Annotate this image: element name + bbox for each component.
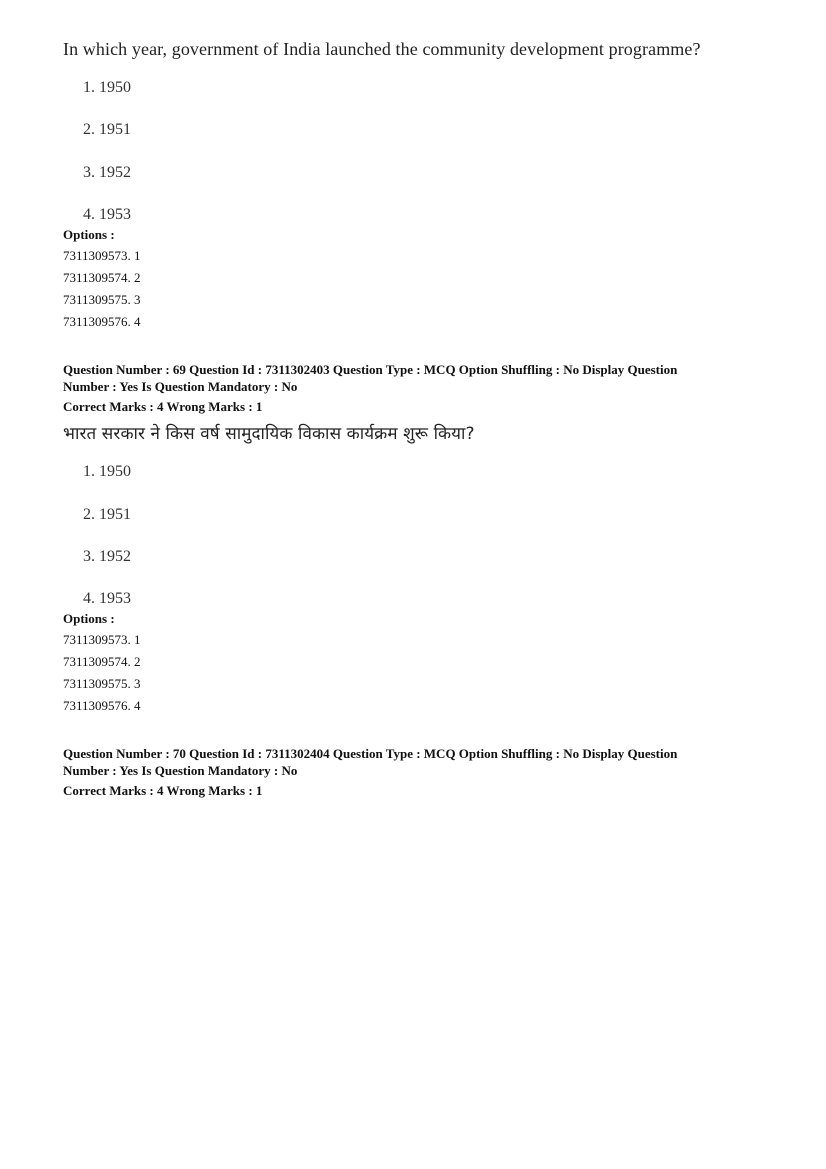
- answer-choice: 3. 1952: [83, 164, 131, 181]
- option-id: 7311309573. 1: [63, 248, 141, 263]
- option-id: 7311309574. 2: [63, 270, 141, 285]
- answer-choice: 1. 1950: [83, 463, 131, 480]
- option-id: 7311309576. 4: [63, 698, 141, 713]
- question-meta-line2: Number : Yes Is Question Mandatory : No: [63, 379, 298, 394]
- question-marks: Correct Marks : 4 Wrong Marks : 1: [63, 783, 263, 798]
- option-id: 7311309575. 3: [63, 292, 141, 307]
- question-text-english: In which year, government of India launched the community development programme?: [63, 39, 701, 59]
- answer-choice: 2. 1951: [83, 121, 131, 138]
- question-meta-line1: Question Number : 69 Question Id : 7311302403 Question Type : MCQ Option Shuffling : No Display Question: [63, 362, 678, 377]
- answer-choice: 3. 1952: [83, 548, 131, 565]
- question-meta-line2: Number : Yes Is Question Mandatory : No: [63, 763, 298, 778]
- answer-choice: 4. 1953: [83, 590, 131, 607]
- options-label: Options :: [63, 227, 115, 242]
- options-label: Options :: [63, 611, 115, 626]
- answer-choice: 2. 1951: [83, 506, 131, 523]
- option-id: 7311309573. 1: [63, 632, 141, 647]
- option-id: 7311309575. 3: [63, 676, 141, 691]
- question-meta-line1: Question Number : 70 Question Id : 7311302404 Question Type : MCQ Option Shuffling : No Display Question: [63, 746, 678, 761]
- question-text-hindi: भारत सरकार ने किस वर्ष सामुदायिक विकास कार्यक्रम शुरू किया?: [63, 424, 475, 444]
- question-marks: Correct Marks : 4 Wrong Marks : 1: [63, 399, 263, 414]
- answer-choice: 4. 1953: [83, 206, 131, 223]
- option-id: 7311309576. 4: [63, 314, 141, 329]
- option-id: 7311309574. 2: [63, 654, 141, 669]
- answer-choice: 1. 1950: [83, 79, 131, 96]
